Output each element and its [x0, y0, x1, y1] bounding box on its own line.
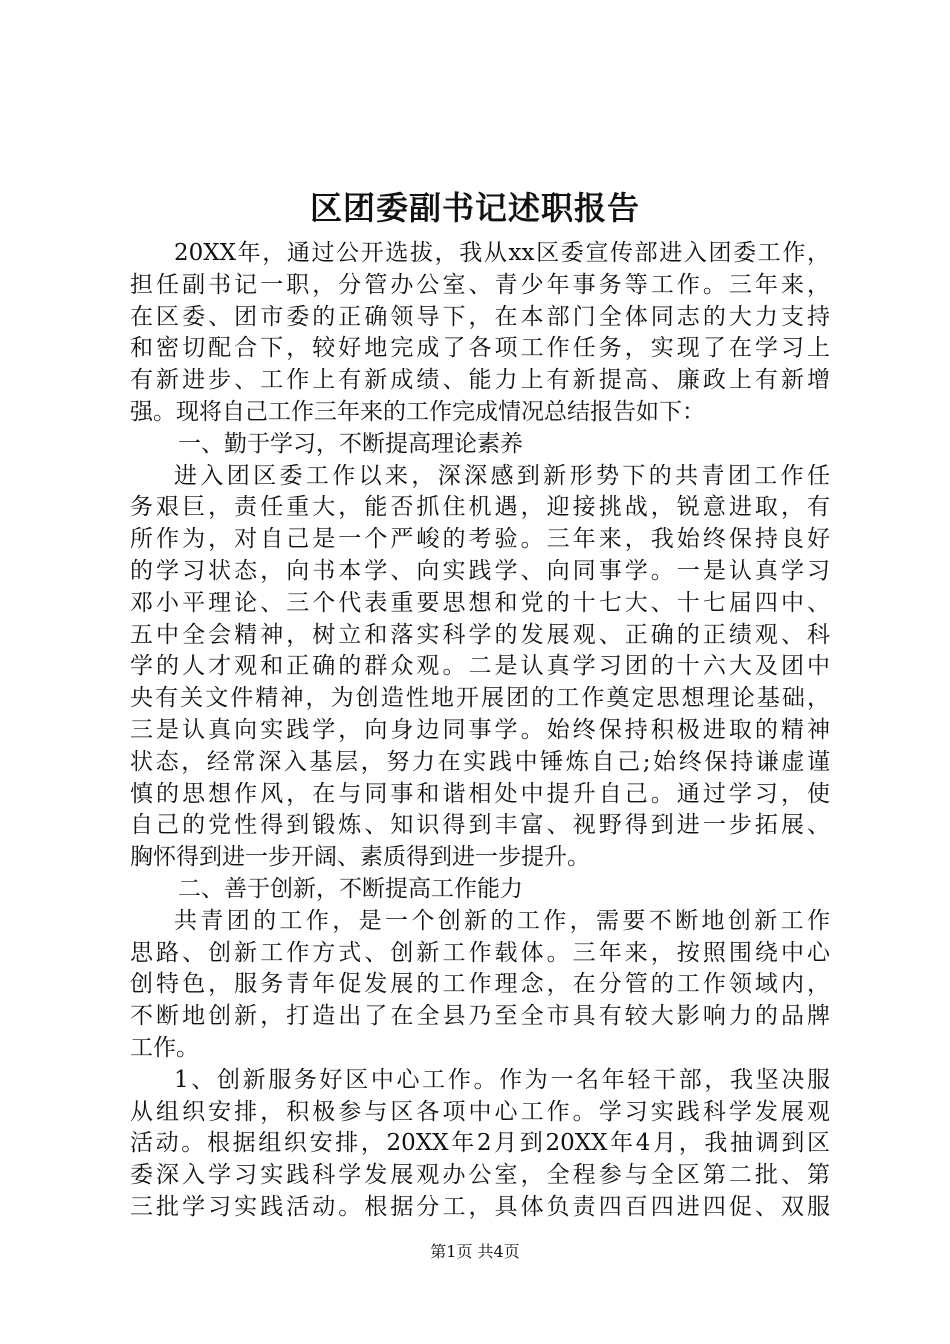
body-line: 自己的党性得到锻炼、知识得到丰富、视野得到进一步拓展、 [130, 812, 830, 839]
body-line: 慎的思想作风，在与同事和谐相处中提升自己。通过学习，使 [130, 780, 830, 807]
body-line: 务艰巨，责任重大，能否抓住机遇，迎接挑战，锐意进取，有 [130, 494, 830, 521]
body-line: 所作为，对自己是一个严峻的考验。三年来，我始终保持良好 [130, 526, 830, 553]
body-line: 的学习状态，向书本学、向实践学、向同事学。一是认真学习 [130, 557, 830, 584]
section-heading: 二、善于创新，不断提高工作能力 [178, 875, 523, 902]
body-line: 1、创新服务好区中心工作。作为一名年轻干部，我坚决服 [174, 1066, 830, 1093]
body-line: 状态，经常深入基层，努力在实践中锤炼自己;始终保持谦虚谨 [130, 748, 830, 775]
body-line: 和密切配合下，较好地完成了各项工作任务，实现了在学习上 [130, 335, 830, 362]
body-line: 邓小平理论、三个代表重要思想和党的十七大、十七届四中、 [130, 589, 830, 616]
body-line: 在区委、团市委的正确领导下，在本部门全体同志的大力支持 [130, 303, 830, 330]
body-line: 创特色，服务青年促发展的工作理念，在分管的工作领域内， [130, 971, 830, 998]
page-footer: 第1页 共4页 [430, 1242, 520, 1261]
body-line: 五中全会精神，树立和落实科学的发展观、正确的正绩观、科 [130, 621, 830, 648]
body-line: 思路、创新工作方式、创新工作载体。三年来，按照围绕中心 [130, 939, 830, 966]
body-line: 20XX年，通过公开选拔，我从xx区委宣传部进入团委工作， [174, 240, 830, 266]
body-line: 三批学习实践活动。根据分工，具体负责四百四进四促、双服 [130, 1193, 830, 1220]
body-line: 进入团区委工作以来，深深感到新形势下的共青团工作任 [174, 462, 830, 489]
body-line: 学的人才观和正确的群众观。二是认真学习团的十六大及团中 [130, 653, 830, 680]
document-body [130, 238, 830, 1224]
body-line: 担任副书记一职，分管办公室、青少年事务等工作。三年来， [130, 271, 830, 298]
body-line: 不断地创新，打造出了在全县乃至全市具有较大影响力的品牌 [130, 1003, 830, 1030]
body-line: 胸怀得到进一步开阔、素质得到进一步提升。 [130, 844, 590, 871]
body-line: 央有关文件精神，为创造性地开展团的工作奠定思想理论基础， [130, 685, 830, 712]
body-line: 活动。根据组织安排，20XX年2月到20XX年4月，我抽调到区 [130, 1130, 830, 1157]
body-line: 委深入学习实践科学发展观办公室，全程参与全区第二批、第 [130, 1162, 830, 1189]
body-line: 工作。 [130, 1034, 199, 1061]
body-line: 有新进步、工作上有新成绩、能力上有新提高、廉政上有新增 [130, 367, 830, 394]
body-line: 从组织安排，积极参与区各项中心工作。学习实践科学发展观 [130, 1098, 830, 1125]
body-line: 强。现将自己工作三年来的工作完成情况总结报告如下： [130, 398, 705, 425]
body-line: 共青团的工作，是一个创新的工作，需要不断地创新工作 [174, 907, 830, 934]
section-heading: 一、勤于学习，不断提高理论素养 [178, 430, 523, 457]
document-title: 区团委副书记述职报告 [309, 189, 640, 227]
body-line: 三是认真向实践学，向身边同事学。始终保持积极进取的精神 [130, 716, 830, 743]
